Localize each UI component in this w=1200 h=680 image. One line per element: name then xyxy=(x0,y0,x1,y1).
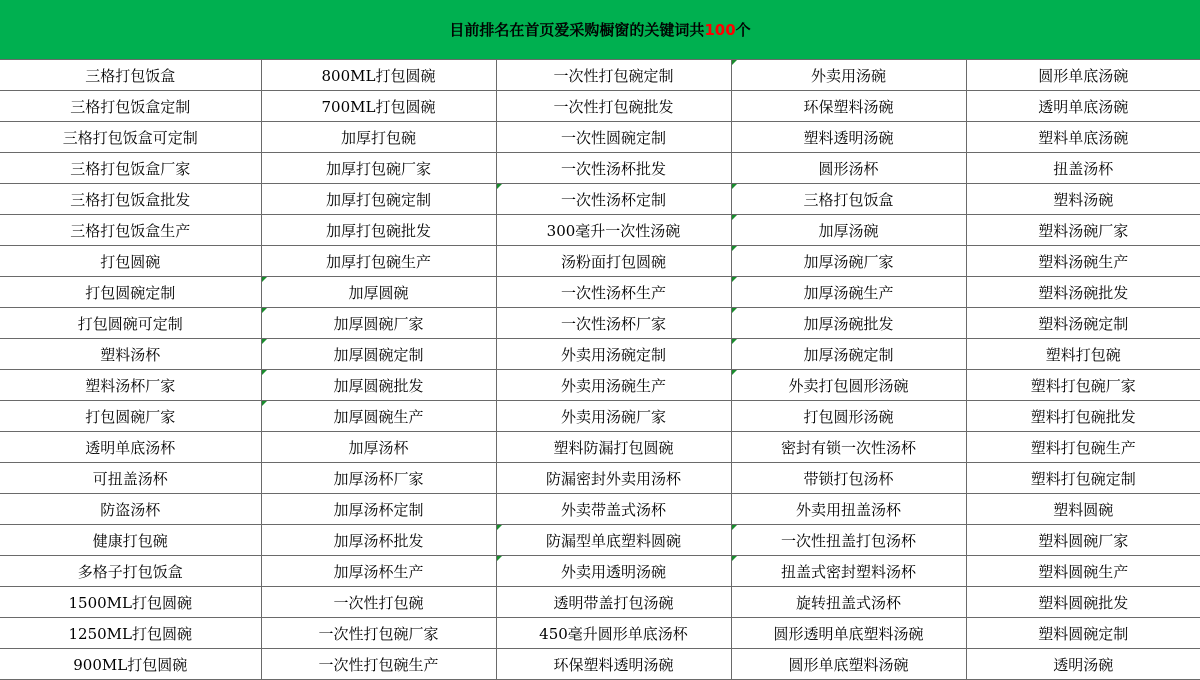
table-row xyxy=(0,184,1200,215)
keyword-cell: 塑料汤杯 xyxy=(0,339,261,370)
keyword-cell: 加厚汤碗批发 xyxy=(731,308,966,339)
keyword-cell: 加厚汤杯批发 xyxy=(261,525,496,556)
keyword-cell: 外卖用汤碗生产 xyxy=(496,370,731,401)
keyword-cell: 加厚圆碗厂家 xyxy=(261,308,496,339)
keyword-cell: 三格打包饭盒定制 xyxy=(0,91,261,122)
keyword-cell: 可扭盖汤杯 xyxy=(0,463,261,494)
keyword-cell: 300毫升一次性汤碗 xyxy=(496,215,731,246)
keyword-cell: 一次性扭盖打包汤杯 xyxy=(731,525,966,556)
keyword-cell: 外卖用透明汤碗 xyxy=(496,556,731,587)
keyword-cell: 加厚圆碗批发 xyxy=(261,370,496,401)
table-row xyxy=(0,277,1200,308)
keyword-cell: 1250ML打包圆碗 xyxy=(0,618,261,649)
keyword-cell: 加厚汤碗定制 xyxy=(731,339,966,370)
keyword-count: 100 xyxy=(704,20,736,39)
table-row xyxy=(0,525,1200,556)
keyword-cell: 加厚打包碗定制 xyxy=(261,184,496,215)
keyword-cell: 一次性打包碗 xyxy=(261,587,496,618)
keyword-cell: 打包圆碗 xyxy=(0,246,261,277)
keyword-cell: 塑料防漏打包圆碗 xyxy=(496,432,731,463)
table-row xyxy=(0,494,1200,525)
keyword-cell: 塑料打包碗厂家 xyxy=(966,370,1200,401)
keyword-cell: 加厚汤碗 xyxy=(731,215,966,246)
table-row xyxy=(0,587,1200,618)
keyword-cell: 圆形单底塑料汤碗 xyxy=(731,649,966,680)
keyword-cell: 加厚打包碗厂家 xyxy=(261,153,496,184)
keyword-cell: 塑料透明汤碗 xyxy=(731,122,966,153)
keyword-cell: 塑料汤碗厂家 xyxy=(966,215,1200,246)
keyword-cell: 三格打包饭盒可定制 xyxy=(0,122,261,153)
keyword-cell: 透明带盖打包汤碗 xyxy=(496,587,731,618)
keyword-cell: 外卖用汤碗厂家 xyxy=(496,401,731,432)
keyword-table xyxy=(0,60,1200,680)
keyword-cell: 外卖带盖式汤杯 xyxy=(496,494,731,525)
keyword-cell: 汤粉面打包圆碗 xyxy=(496,246,731,277)
keyword-cell: 旋转扭盖式汤杯 xyxy=(731,587,966,618)
keyword-cell: 防漏密封外卖用汤杯 xyxy=(496,463,731,494)
keyword-cell: 塑料圆碗生产 xyxy=(966,556,1200,587)
keyword-cell: 扭盖式密封塑料汤杯 xyxy=(731,556,966,587)
keyword-cell: 打包圆碗定制 xyxy=(0,277,261,308)
header-title-suffix: 个 xyxy=(735,21,751,39)
table-row xyxy=(0,215,1200,246)
keyword-cell: 三格打包饭盒 xyxy=(0,60,261,91)
keyword-cell: 带锁打包汤杯 xyxy=(731,463,966,494)
keyword-cell: 加厚汤杯定制 xyxy=(261,494,496,525)
keyword-cell: 外卖用扭盖汤杯 xyxy=(731,494,966,525)
keyword-cell: 三格打包饭盒厂家 xyxy=(0,153,261,184)
table-row xyxy=(0,60,1200,91)
keyword-cell: 圆形透明单底塑料汤碗 xyxy=(731,618,966,649)
keyword-cell: 塑料圆碗 xyxy=(966,494,1200,525)
keyword-cell: 加厚圆碗 xyxy=(261,277,496,308)
table-row xyxy=(0,339,1200,370)
keyword-cell: 900ML打包圆碗 xyxy=(0,649,261,680)
keyword-table-body xyxy=(0,60,1200,680)
keyword-cell: 加厚打包碗批发 xyxy=(261,215,496,246)
keyword-cell: 塑料打包碗生产 xyxy=(966,432,1200,463)
keyword-cell: 透明单底汤杯 xyxy=(0,432,261,463)
keyword-cell: 多格子打包饭盒 xyxy=(0,556,261,587)
keyword-cell: 塑料圆碗批发 xyxy=(966,587,1200,618)
table-row xyxy=(0,432,1200,463)
keyword-cell: 一次性汤杯定制 xyxy=(496,184,731,215)
keyword-cell: 一次性打包碗生产 xyxy=(261,649,496,680)
keyword-cell: 塑料圆碗厂家 xyxy=(966,525,1200,556)
keyword-cell: 加厚圆碗生产 xyxy=(261,401,496,432)
keyword-cell: 一次性汤杯批发 xyxy=(496,153,731,184)
keyword-cell: 透明单底汤碗 xyxy=(966,91,1200,122)
keyword-cell: 一次性汤杯厂家 xyxy=(496,308,731,339)
keyword-cell: 健康打包碗 xyxy=(0,525,261,556)
table-row xyxy=(0,153,1200,184)
keyword-cell: 800ML打包圆碗 xyxy=(261,60,496,91)
keyword-cell: 塑料打包碗批发 xyxy=(966,401,1200,432)
keyword-cell: 打包圆碗可定制 xyxy=(0,308,261,339)
keyword-cell: 一次性打包碗定制 xyxy=(496,60,731,91)
keyword-summary-header xyxy=(0,0,1200,60)
keyword-cell: 加厚圆碗定制 xyxy=(261,339,496,370)
keyword-cell: 圆形单底汤碗 xyxy=(966,60,1200,91)
table-row xyxy=(0,308,1200,339)
keyword-cell: 加厚汤杯厂家 xyxy=(261,463,496,494)
keyword-cell: 塑料打包碗定制 xyxy=(966,463,1200,494)
keyword-cell: 加厚汤碗厂家 xyxy=(731,246,966,277)
keyword-cell: 三格打包饭盒生产 xyxy=(0,215,261,246)
keyword-cell: 三格打包饭盒批发 xyxy=(0,184,261,215)
keyword-cell: 一次性圆碗定制 xyxy=(496,122,731,153)
keyword-cell: 外卖打包圆形汤碗 xyxy=(731,370,966,401)
keyword-cell: 塑料汤碗批发 xyxy=(966,277,1200,308)
keyword-cell: 防漏型单底塑料圆碗 xyxy=(496,525,731,556)
keyword-cell: 塑料汤碗定制 xyxy=(966,308,1200,339)
keyword-cell: 700ML打包圆碗 xyxy=(261,91,496,122)
keyword-cell: 塑料圆碗定制 xyxy=(966,618,1200,649)
table-row xyxy=(0,246,1200,277)
keyword-cell: 塑料汤碗 xyxy=(966,184,1200,215)
table-row xyxy=(0,556,1200,587)
table-row xyxy=(0,618,1200,649)
keyword-cell: 一次性打包碗批发 xyxy=(496,91,731,122)
keyword-cell: 环保塑料汤碗 xyxy=(731,91,966,122)
keyword-cell: 扭盖汤杯 xyxy=(966,153,1200,184)
table-row xyxy=(0,649,1200,680)
keyword-cell: 1500ML打包圆碗 xyxy=(0,587,261,618)
table-row xyxy=(0,122,1200,153)
keyword-cell: 塑料单底汤碗 xyxy=(966,122,1200,153)
keyword-cell: 打包圆碗厂家 xyxy=(0,401,261,432)
keyword-cell: 塑料打包碗 xyxy=(966,339,1200,370)
header-title-prefix: 目前排名在首页爱采购橱窗的关键词共 xyxy=(449,21,705,39)
keyword-cell: 环保塑料透明汤碗 xyxy=(496,649,731,680)
keyword-cell: 三格打包饭盒 xyxy=(731,184,966,215)
keyword-cell: 外卖用汤碗定制 xyxy=(496,339,731,370)
keyword-cell: 塑料汤碗生产 xyxy=(966,246,1200,277)
keyword-cell: 塑料汤杯厂家 xyxy=(0,370,261,401)
keyword-cell: 透明汤碗 xyxy=(966,649,1200,680)
table-row xyxy=(0,370,1200,401)
keyword-cell: 450毫升圆形单底汤杯 xyxy=(496,618,731,649)
keyword-cell: 加厚打包碗生产 xyxy=(261,246,496,277)
keyword-cell: 加厚汤杯 xyxy=(261,432,496,463)
keyword-cell: 外卖用汤碗 xyxy=(731,60,966,91)
table-row xyxy=(0,91,1200,122)
keyword-cell: 加厚汤碗生产 xyxy=(731,277,966,308)
keyword-cell: 加厚汤杯生产 xyxy=(261,556,496,587)
keyword-cell: 加厚打包碗 xyxy=(261,122,496,153)
keyword-cell: 打包圆形汤碗 xyxy=(731,401,966,432)
keyword-cell: 一次性打包碗厂家 xyxy=(261,618,496,649)
table-row xyxy=(0,401,1200,432)
keyword-cell: 一次性汤杯生产 xyxy=(496,277,731,308)
keyword-cell: 密封有锁一次性汤杯 xyxy=(731,432,966,463)
table-row xyxy=(0,463,1200,494)
keyword-cell: 防盗汤杯 xyxy=(0,494,261,525)
keyword-cell: 圆形汤杯 xyxy=(731,153,966,184)
